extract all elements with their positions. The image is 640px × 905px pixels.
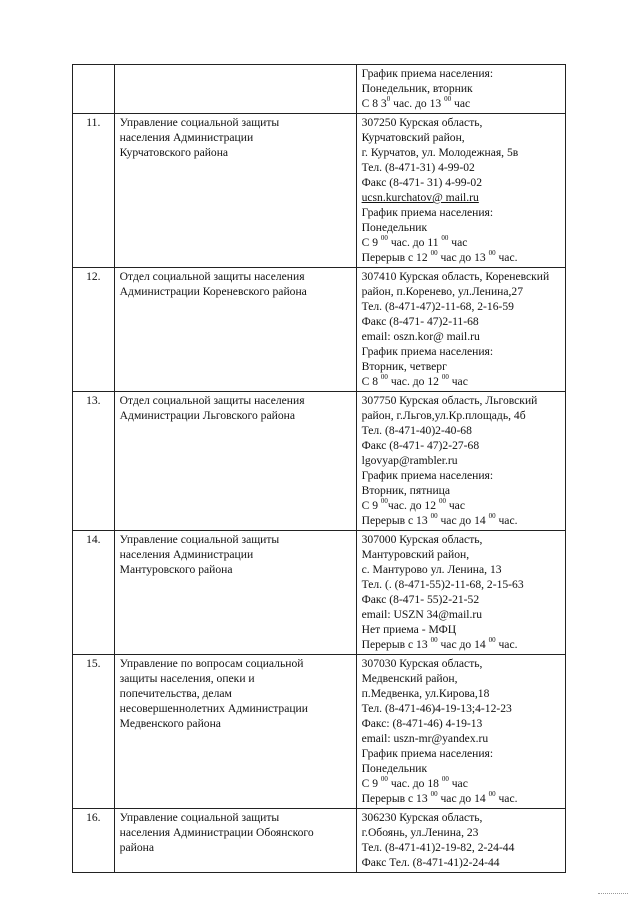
contact-line — [362, 438, 561, 453]
superscript-minutes: 00 — [441, 775, 449, 784]
contact-line — [362, 825, 561, 840]
contact-text: Понедельник — [361, 221, 428, 234]
superscript-minutes: 00 — [380, 373, 388, 382]
contact-line — [362, 840, 561, 855]
superscript-minutes: 00 — [488, 790, 496, 799]
contact-line — [362, 761, 561, 776]
contact-line — [362, 359, 561, 374]
contact-text: lgovyap@rambler.ru — [361, 454, 458, 467]
superscript-minutes: 0 — [386, 95, 391, 104]
agency-name-line: населения Администрации Обоянского — [119, 826, 314, 839]
contact-line — [362, 498, 561, 513]
contact-text: email: oszn.kor@ mail.ru — [361, 330, 480, 343]
agency-name-line: Отдел социальной защиты населения — [119, 270, 305, 283]
contact-text: Факс Тел. (8-471-41)2-24-44 — [361, 856, 500, 869]
contact-line — [362, 220, 561, 235]
agency-name-cell — [114, 531, 356, 655]
superscript-minutes: 00 — [430, 249, 438, 258]
contact-text: час до 13 — [437, 251, 489, 264]
contact-text: Факс (8-471- 31) 4-99-02 — [361, 176, 483, 189]
contact-text: Понедельник, вторник — [361, 82, 473, 95]
superscript-minutes: 00 — [441, 234, 449, 243]
contact-text: Вторник, четверг — [361, 360, 447, 373]
contact-text: п.Медвенка, ул.Кирова,18 — [361, 687, 490, 700]
contact-text: Курчатовский район, — [361, 131, 465, 144]
contact-text: email: uszn-mr@yandex.ru — [361, 732, 489, 745]
contact-line — [362, 115, 561, 130]
contact-line — [362, 716, 561, 731]
contact-text: час. — [495, 792, 518, 805]
contact-text: Перерыв с 12 — [361, 251, 431, 264]
contact-line — [362, 791, 561, 806]
contact-text: Тел. (8-471-46)4-19-13;4-12-23 — [361, 702, 512, 715]
agency-name-line: Мантуровского района — [119, 563, 233, 576]
contact-line — [362, 622, 561, 637]
contact-line — [362, 145, 561, 160]
contact-text: район, г.Льгов,ул.Кр.площадь, 4б — [361, 409, 526, 422]
contact-line — [362, 731, 561, 746]
contact-line — [362, 607, 561, 622]
superscript-minutes: 00 — [438, 497, 446, 506]
agencies-table — [72, 64, 566, 873]
contact-line — [362, 235, 561, 250]
contact-text: г.Обоянь, ул.Ленина, 23 — [361, 826, 479, 839]
contact-line — [362, 532, 561, 547]
agency-name-cell — [114, 809, 356, 873]
contact-text: График приема населения: — [361, 747, 494, 760]
contact-line — [362, 577, 561, 592]
contact-text: Перерыв с 13 — [361, 638, 431, 651]
contact-text: район, п.Коренево, ул.Ленина,27 — [361, 285, 524, 298]
superscript-minutes: 00 — [488, 512, 496, 521]
agency-name-line: несовершеннолетних Администрации — [119, 702, 308, 715]
contact-text: час до 14 — [437, 514, 489, 527]
contact-text: С 9 — [361, 499, 381, 512]
contact-line — [362, 513, 561, 528]
contact-text: 307410 Курская область, Кореневский — [361, 270, 550, 283]
agency-name-cell — [114, 65, 356, 114]
contact-text: Мантуровский район, — [361, 548, 470, 561]
row-number: 16. — [73, 809, 115, 873]
contact-line — [362, 468, 561, 483]
contact-text: час — [448, 236, 468, 249]
contact-text: График приема населения: — [361, 67, 494, 80]
table-row — [73, 65, 566, 114]
contact-line — [362, 547, 561, 562]
contact-line — [362, 656, 561, 671]
superscript-minutes: 00 — [380, 497, 388, 506]
contact-text: с. Мантурово ул. Ленина, 13 — [361, 563, 502, 576]
agency-name-line: Управление социальной защиты — [119, 116, 280, 129]
contact-text: час до 14 — [437, 792, 489, 805]
agency-name-line: Управление по вопросам социальной — [119, 657, 304, 670]
contact-line — [362, 374, 561, 389]
contact-line — [362, 637, 561, 652]
table-body — [73, 65, 566, 873]
contact-line — [362, 314, 561, 329]
agency-name-line: района — [119, 841, 154, 854]
table-row — [73, 531, 566, 655]
contact-line — [362, 746, 561, 761]
contact-text: 307750 Курская область, Льговский — [361, 394, 538, 407]
contact-text: Факс (8-471- 47)2-11-68 — [361, 315, 479, 328]
contact-text: час. до 12 — [387, 499, 439, 512]
contact-text: час — [451, 97, 471, 110]
agency-name-line: Отдел социальной защиты населения — [119, 394, 305, 407]
contact-line — [362, 269, 561, 284]
contact-text: 306230 Курская область, — [361, 811, 483, 824]
contact-text: час. до 11 — [387, 236, 442, 249]
contact-text: С 8 3 — [361, 97, 387, 110]
contact-text: час. — [495, 514, 518, 527]
contact-line — [362, 701, 561, 716]
contact-line — [362, 160, 561, 175]
agency-name-line: Управление социальной защиты — [119, 533, 280, 546]
agency-name-line: попечительства, делам — [119, 687, 232, 700]
agency-name-cell — [114, 655, 356, 809]
contact-text: 307030 Курская область, — [361, 657, 483, 670]
contact-text: email: USZN 34@mail.ru — [361, 608, 483, 621]
contact-text: С 8 — [361, 375, 381, 388]
contact-cell — [356, 531, 565, 655]
contact-line — [362, 592, 561, 607]
contact-text: час. — [495, 638, 518, 651]
contact-line — [362, 96, 561, 111]
agency-name-line: Медвенского района — [119, 717, 221, 730]
contact-line — [362, 130, 561, 145]
contact-line — [362, 423, 561, 438]
contact-line — [362, 81, 561, 96]
contact-text: Тел. (8-471-41)2-19-82, 2-24-44 — [361, 841, 515, 854]
email-link: ucsn.kurchatov@ mail.ru — [361, 191, 479, 204]
contact-text: г. Курчатов, ул. Молодежная, 5в — [361, 146, 519, 159]
contact-line — [362, 671, 561, 686]
contact-cell — [356, 655, 565, 809]
agency-name-line: Администрации Кореневского района — [119, 285, 307, 298]
contact-line — [362, 299, 561, 314]
table-row — [73, 114, 566, 268]
row-number: 14. — [73, 531, 115, 655]
contact-text: час — [445, 499, 465, 512]
superscript-minutes: 00 — [444, 95, 452, 104]
contact-text: час. — [495, 251, 518, 264]
contact-line — [362, 284, 561, 299]
contact-text: Тел. (8-471-47)2-11-68, 2-16-59 — [361, 300, 514, 313]
agency-name-line: Администрации Льговского района — [119, 409, 295, 422]
table-row — [73, 809, 566, 873]
contact-text: График приема населения: — [361, 469, 494, 482]
contact-text: С 9 — [361, 236, 381, 249]
row-number — [73, 65, 115, 114]
contact-line — [362, 810, 561, 825]
agency-name-cell — [114, 268, 356, 392]
contact-line — [362, 483, 561, 498]
contact-line — [362, 66, 561, 81]
contact-line — [362, 190, 561, 205]
agency-name-line: Управление социальной защиты — [119, 811, 280, 824]
contact-text: График приема населения: — [361, 206, 494, 219]
contact-line — [362, 562, 561, 577]
contact-line — [362, 686, 561, 701]
contact-text: 307000 Курская область, — [361, 533, 483, 546]
contact-text: час. до 18 — [387, 777, 442, 790]
table-row — [73, 655, 566, 809]
agency-name-line: Курчатовского района — [119, 146, 229, 159]
superscript-minutes: 00 — [488, 249, 496, 258]
contact-text: час. до 12 — [387, 375, 442, 388]
superscript-minutes: 00 — [430, 512, 438, 521]
agency-name-line: населения Администрации — [119, 131, 254, 144]
contact-text: час. до 13 — [390, 97, 445, 110]
contact-text: Факс (8-471- 55)2-21-52 — [361, 593, 480, 606]
row-number: 15. — [73, 655, 115, 809]
table-row — [73, 268, 566, 392]
contact-text: Факс: (8-471-46) 4-19-13 — [361, 717, 483, 730]
page-edge-mark — [598, 893, 628, 896]
superscript-minutes: 00 — [441, 373, 449, 382]
contact-line — [362, 344, 561, 359]
contact-text: Тел. (8-471-31) 4-99-02 — [361, 161, 475, 174]
contact-text: час до 14 — [437, 638, 489, 651]
contact-line — [362, 408, 561, 423]
contact-text: Нет приема - МФЦ — [361, 623, 457, 636]
row-number: 13. — [73, 392, 115, 531]
contact-cell — [356, 114, 565, 268]
agency-name-line: защиты населения, опеки и — [119, 672, 255, 685]
contact-text: Перерыв с 13 — [361, 792, 431, 805]
contact-text: Медвенский район, — [361, 672, 458, 685]
contact-text: Перерыв с 13 — [361, 514, 431, 527]
contact-text: Тел. (. (8-471-55)2-11-68, 2-15-63 — [361, 578, 524, 591]
contact-text: 307250 Курская область, — [361, 116, 483, 129]
superscript-minutes: 00 — [380, 234, 388, 243]
contact-line — [362, 250, 561, 265]
agency-name-cell — [114, 114, 356, 268]
superscript-minutes: 00 — [430, 790, 438, 799]
agency-name-cell — [114, 392, 356, 531]
superscript-minutes: 00 — [380, 775, 388, 784]
contact-cell — [356, 268, 565, 392]
superscript-minutes: 00 — [430, 636, 438, 645]
contact-line — [362, 855, 561, 870]
contact-text: Вторник, пятница — [361, 484, 451, 497]
contact-text: час — [448, 375, 468, 388]
contact-line — [362, 205, 561, 220]
contact-cell — [356, 809, 565, 873]
contact-text: С 9 — [361, 777, 381, 790]
superscript-minutes: 00 — [488, 636, 496, 645]
contact-text: Понедельник — [361, 762, 428, 775]
contact-text: Факс (8-471- 47)2-27-68 — [361, 439, 480, 452]
contact-line — [362, 393, 561, 408]
contact-cell — [356, 392, 565, 531]
row-number: 12. — [73, 268, 115, 392]
contact-line — [362, 175, 561, 190]
row-number: 11. — [73, 114, 115, 268]
table-row — [73, 392, 566, 531]
contact-line — [362, 776, 561, 791]
contact-text: Тел. (8-471-40)2-40-68 — [361, 424, 472, 437]
contact-line — [362, 329, 561, 344]
contact-cell — [356, 65, 565, 114]
contact-text: График приема населения: — [361, 345, 494, 358]
agency-name-line: населения Администрации — [119, 548, 254, 561]
contact-line — [362, 453, 561, 468]
contact-text: час — [448, 777, 468, 790]
